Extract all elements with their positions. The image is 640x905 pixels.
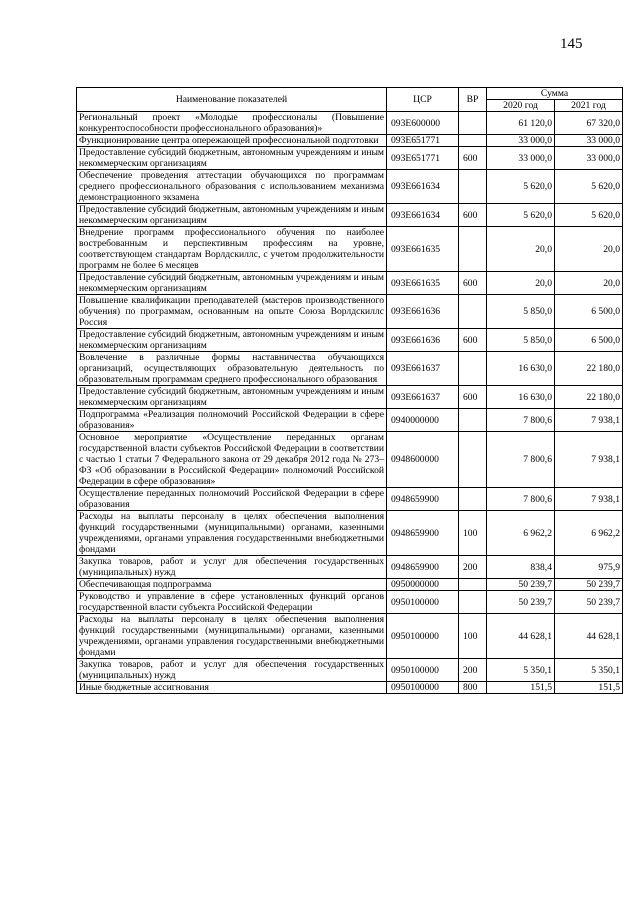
row-2020-cell: 16 630,0 — [487, 386, 555, 409]
table-row — [77, 386, 623, 409]
row-2020-cell: 44 628,1 — [487, 614, 555, 659]
row-vr-cell — [459, 112, 487, 135]
table-row — [77, 272, 623, 295]
row-vr-cell: 600 — [459, 204, 487, 227]
row-vr-cell — [459, 579, 487, 591]
page-number: 145 — [560, 36, 583, 52]
table-row — [77, 591, 623, 614]
row-name-cell: Осуществление переданных полномочий Российской Федерации в сфере образования — [77, 488, 387, 511]
row-csr-cell: 093Е651771 — [387, 147, 459, 170]
row-2021-cell: 33 000,0 — [555, 147, 623, 170]
row-2020-cell: 16 630,0 — [487, 352, 555, 386]
row-vr-cell — [459, 409, 487, 432]
row-name-cell: Подпрограмма «Реализация полномочий Российской Федерации в сфере образования» — [77, 409, 387, 432]
row-csr-cell: 093Е661637 — [387, 352, 459, 386]
table-row — [77, 135, 623, 147]
row-2020-cell: 6 962,2 — [487, 511, 555, 556]
row-csr-cell: 093Е661636 — [387, 295, 459, 329]
row-name-cell: Предоставление субсидий бюджетным, автономным учреждениям и иным некоммерческим организациям — [77, 272, 387, 295]
row-csr-cell: 093Е600000 — [387, 112, 459, 135]
row-csr-cell: 0948659900 — [387, 511, 459, 556]
row-2021-cell: 7 938,1 — [555, 432, 623, 488]
table-row — [77, 329, 623, 352]
row-name-cell: Предоставление субсидий бюджетным, автономным учреждениям и иным некоммерческим организациям — [77, 147, 387, 170]
table-row — [77, 614, 623, 659]
row-2020-cell: 7 800,6 — [487, 409, 555, 432]
row-name-cell: Вовлечение в различные формы наставничества обучающихся организаций, осуществляющих образовательную деятельность по образовательным программам среднего профессионального образования — [77, 352, 387, 386]
table-row — [77, 409, 623, 432]
row-csr-cell: 0950100000 — [387, 614, 459, 659]
row-2021-cell: 7 938,1 — [555, 409, 623, 432]
row-2021-cell: 67 320,0 — [555, 112, 623, 135]
row-vr-cell: 200 — [459, 659, 487, 682]
row-csr-cell: 093Е661637 — [387, 386, 459, 409]
row-vr-cell — [459, 591, 487, 614]
row-2021-cell: 5 620,0 — [555, 204, 623, 227]
row-vr-cell — [459, 432, 487, 488]
table-row — [77, 659, 623, 682]
row-2020-cell: 5 850,0 — [487, 295, 555, 329]
table-row — [77, 579, 623, 591]
row-name-cell: Расходы на выплаты персоналу в целях обеспечения выполнения функций государственными (муниципальными) органами, казенными учреждениями, органами управления государственными внебюджетными фондами — [77, 614, 387, 659]
row-2021-cell: 50 239,7 — [555, 579, 623, 591]
row-2021-cell: 20,0 — [555, 272, 623, 295]
row-csr-cell: 0950100000 — [387, 591, 459, 614]
row-2020-cell: 5 850,0 — [487, 329, 555, 352]
row-csr-cell: 093Е651771 — [387, 135, 459, 147]
row-csr-cell: 0948659900 — [387, 556, 459, 579]
row-2021-cell: 5 350,1 — [555, 659, 623, 682]
table-row — [77, 432, 623, 488]
table-row — [77, 511, 623, 556]
row-name-cell: Предоставление субсидий бюджетным, автономным учреждениям и иным некоммерческим организациям — [77, 386, 387, 409]
row-vr-cell — [459, 352, 487, 386]
row-name-cell: Предоставление субсидий бюджетным, автономным учреждениям и иным некоммерческим организациям — [77, 329, 387, 352]
table-row — [77, 170, 623, 204]
row-2020-cell: 5 620,0 — [487, 204, 555, 227]
table-row — [77, 147, 623, 170]
row-name-cell: Функционирование центра опережающей профессиональной подготовки — [77, 135, 387, 147]
row-vr-cell: 800 — [459, 682, 487, 694]
header-name: Наименование показателей — [77, 88, 387, 112]
table-row — [77, 556, 623, 579]
row-name-cell: Закупка товаров, работ и услуг для обеспечения государственных (муниципальных) нужд — [77, 556, 387, 579]
row-csr-cell: 0950100000 — [387, 659, 459, 682]
row-name-cell: Внедрение программ профессионального обучения по наиболее востребованным и перспективным профессиям на уровне, соответствующем стандартам Ворлдскиллс, с учетом продолжительности программ не более 6 месяцев — [77, 227, 387, 272]
row-name-cell: Основное мероприятие «Осуществление переданных органам государственной власти субъектов Российской Федерации в соответствии с частью 1 статьи 7 Федерального закона от 29 декабря 2012 года № 273–ФЗ «Об образовании в Российской Федерации» полномочий Российской Федерации в сфере образования» — [77, 432, 387, 488]
row-csr-cell: 093Е661634 — [387, 170, 459, 204]
row-2020-cell: 33 000,0 — [487, 147, 555, 170]
row-vr-cell: 600 — [459, 147, 487, 170]
row-csr-cell: 0948600000 — [387, 432, 459, 488]
row-csr-cell: 0950100000 — [387, 682, 459, 694]
row-vr-cell — [459, 135, 487, 147]
table-row — [77, 112, 623, 135]
row-2020-cell: 61 120,0 — [487, 112, 555, 135]
header-row — [77, 88, 623, 100]
row-vr-cell — [459, 488, 487, 511]
row-name-cell: Предоставление субсидий бюджетным, автономным учреждениям и иным некоммерческим организациям — [77, 204, 387, 227]
row-vr-cell: 100 — [459, 614, 487, 659]
row-csr-cell: 093Е661635 — [387, 227, 459, 272]
row-2020-cell: 7 800,6 — [487, 488, 555, 511]
row-2020-cell: 5 350,1 — [487, 659, 555, 682]
row-2020-cell: 50 239,7 — [487, 591, 555, 614]
row-name-cell: Повышение квалификации преподавателей (мастеров производственного обучения) по программам, основанным на опыте Союза Ворлдскиллс Россия — [77, 295, 387, 329]
row-vr-cell: 600 — [459, 386, 487, 409]
row-2021-cell: 6 962,2 — [555, 511, 623, 556]
row-name-cell: Закупка товаров, работ и услуг для обеспечения государственных (муниципальных) нужд — [77, 659, 387, 682]
header-csr: ЦСР — [387, 88, 459, 112]
row-name-cell: Руководство и управление в сфере установленных функций органов государственной власти субъекта Российской Федерации — [77, 591, 387, 614]
row-name-cell: Расходы на выплаты персоналу в целях обеспечения выполнения функций государственными (муниципальными) органами, казенными учреждениями, органами управления государственными внебюджетными фондами — [77, 511, 387, 556]
row-2020-cell: 20,0 — [487, 272, 555, 295]
row-2021-cell: 33 000,0 — [555, 135, 623, 147]
header-vr: ВР — [459, 88, 487, 112]
row-name-cell: Обеспечение проведения аттестации обучающихся по программам среднего профессионального образования с использованием механизма демонстрационного экзамена — [77, 170, 387, 204]
row-csr-cell: 0950000000 — [387, 579, 459, 591]
row-2021-cell: 7 938,1 — [555, 488, 623, 511]
table-row — [77, 295, 623, 329]
row-2020-cell: 838,4 — [487, 556, 555, 579]
table-row — [77, 352, 623, 386]
header-year-2021: 2021 год — [555, 100, 623, 112]
row-2021-cell: 975,9 — [555, 556, 623, 579]
row-csr-cell: 093Е661634 — [387, 204, 459, 227]
row-2021-cell: 6 500,0 — [555, 329, 623, 352]
row-vr-cell: 600 — [459, 329, 487, 352]
table-row — [77, 682, 623, 694]
row-2021-cell: 22 180,0 — [555, 386, 623, 409]
row-vr-cell — [459, 295, 487, 329]
header-sum: Сумма — [487, 88, 623, 100]
row-2021-cell: 6 500,0 — [555, 295, 623, 329]
row-vr-cell — [459, 170, 487, 204]
row-vr-cell: 100 — [459, 511, 487, 556]
table-row — [77, 204, 623, 227]
table-body — [77, 112, 623, 694]
row-2021-cell: 5 620,0 — [555, 170, 623, 204]
row-vr-cell: 200 — [459, 556, 487, 579]
row-name-cell: Иные бюджетные ассигнования — [77, 682, 387, 694]
row-vr-cell — [459, 227, 487, 272]
table-row — [77, 227, 623, 272]
row-csr-cell: 0940000000 — [387, 409, 459, 432]
table-row — [77, 488, 623, 511]
row-2020-cell: 20,0 — [487, 227, 555, 272]
row-csr-cell: 093Е661635 — [387, 272, 459, 295]
row-2020-cell: 33 000,0 — [487, 135, 555, 147]
row-2021-cell: 151,5 — [555, 682, 623, 694]
row-2021-cell: 20,0 — [555, 227, 623, 272]
row-2021-cell: 50 239,7 — [555, 591, 623, 614]
row-2020-cell: 5 620,0 — [487, 170, 555, 204]
row-2020-cell: 151,5 — [487, 682, 555, 694]
row-2021-cell: 44 628,1 — [555, 614, 623, 659]
row-2020-cell: 50 239,7 — [487, 579, 555, 591]
row-name-cell: Региональный проект «Молодые профессионалы (Повышение конкурентоспособности профессионального образования)» — [77, 112, 387, 135]
row-vr-cell: 600 — [459, 272, 487, 295]
row-2021-cell: 22 180,0 — [555, 352, 623, 386]
row-csr-cell: 093Е661636 — [387, 329, 459, 352]
row-name-cell: Обеспечивающая подпрограмма — [77, 579, 387, 591]
row-2020-cell: 7 800,6 — [487, 432, 555, 488]
header-year-2020: 2020 год — [487, 100, 555, 112]
row-csr-cell: 0948659900 — [387, 488, 459, 511]
budget-table — [76, 87, 623, 694]
